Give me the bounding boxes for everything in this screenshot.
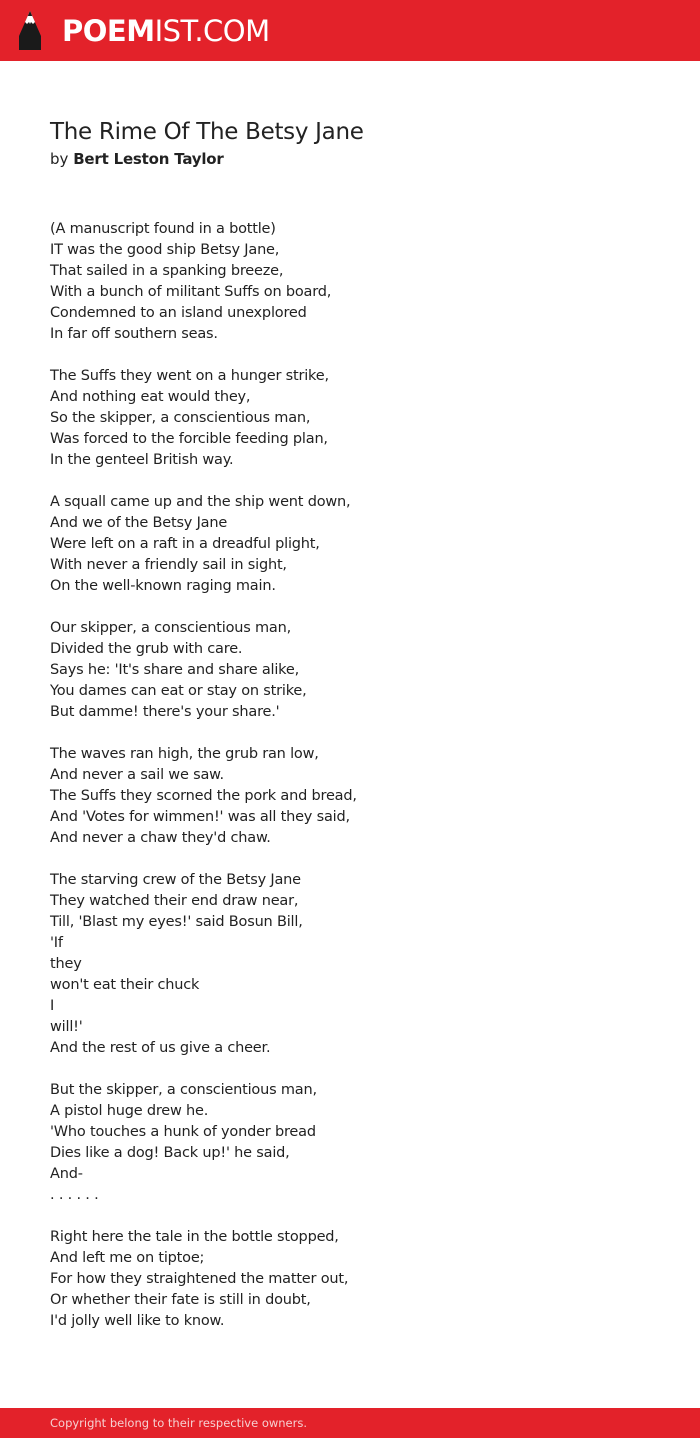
copyright-text: Copyright belong to their respective owners. (50, 1416, 308, 1430)
poem-line: A squall came up and the ship went down, (50, 494, 351, 510)
poem-line: And the rest of us give a cheer. (50, 1040, 271, 1056)
poem-line: Till, 'Blast my eyes!' said Bosun Bill, (50, 914, 303, 930)
poem-line: The Suffs they scorned the pork and bread, (50, 788, 357, 804)
poem-line: they (50, 956, 82, 972)
poem-line: And 'Votes for wimmen!' was all they said, (50, 809, 350, 825)
poem-line: But the skipper, a conscientious man, (50, 1082, 317, 1098)
poem-line: . . . . . . (50, 1187, 99, 1203)
site-logo-link[interactable] (62, 13, 270, 49)
poem-stanza (50, 219, 650, 345)
poem-line: Right here the tale in the bottle stopped, (50, 1229, 339, 1245)
poem-line: will!' (50, 1019, 83, 1035)
poem-stanza (50, 492, 650, 597)
poem-stanza (50, 744, 650, 849)
poem-line: Divided the grub with care. (50, 641, 243, 657)
poem-line: I (50, 998, 55, 1014)
poem-title: The Rime Of The Betsy Jane (50, 119, 364, 145)
poem-line: With never a friendly sail in sight, (50, 557, 287, 573)
poem-line: Our skipper, a conscientious man, (50, 620, 292, 636)
poem-line: And never a chaw they'd chaw. (50, 830, 271, 846)
poem-line: The waves ran high, the grub ran low, (50, 746, 319, 762)
poem-stanza (50, 870, 650, 1059)
poem-line: Was forced to the forcible feeding plan, (50, 431, 328, 447)
brand-light: IST.COM (154, 14, 270, 48)
poem-line: You dames can eat or stay on strike, (50, 683, 307, 699)
poem-line: With a bunch of militant Suffs on board, (50, 284, 332, 300)
poem-byline (50, 148, 224, 170)
poem-line: The starving crew of the Betsy Jane (50, 872, 301, 888)
poem-line: But damme! there's your share.' (50, 704, 280, 720)
poem-line: And left me on tiptoe; (50, 1250, 205, 1266)
poem-line: Says he: 'It's share and share alike, (50, 662, 299, 678)
poem-line: I'd jolly well like to know. (50, 1313, 225, 1329)
site-footer (0, 1408, 700, 1438)
poem-body (50, 219, 650, 1353)
poem-line: won't eat their chuck (50, 977, 200, 993)
poem-line: IT was the good ship Betsy Jane, (50, 242, 280, 258)
poem-line: Dies like a dog! Back up!' he said, (50, 1145, 290, 1161)
poem-line: And never a sail we saw. (50, 767, 224, 783)
pencil-tip-icon[interactable] (18, 10, 42, 51)
poem-line: And- (50, 1166, 83, 1182)
poem-line: They watched their end draw near, (50, 893, 299, 909)
poem-line: In the genteel British way. (50, 452, 234, 468)
poem-line: (A manuscript found in a bottle) (50, 221, 276, 237)
poem-stanza (50, 366, 650, 471)
poem-line: Or whether their fate is still in doubt, (50, 1292, 311, 1308)
poem-line: Condemned to an island unexplored (50, 305, 307, 321)
poem-line: And nothing eat would they, (50, 389, 251, 405)
by-label: by (50, 150, 69, 168)
poem-line: And we of the Betsy Jane (50, 515, 228, 531)
poem-line: So the skipper, a conscientious man, (50, 410, 311, 426)
poem-line: In far off southern seas. (50, 326, 218, 342)
site-header (0, 0, 700, 61)
poem-line: The Suffs they went on a hunger strike, (50, 368, 329, 384)
brand-strong: POEM (62, 14, 155, 48)
poem-stanza (50, 1080, 650, 1206)
poem-line: On the well-known raging main. (50, 578, 276, 594)
poem-line: For how they straightened the matter out, (50, 1271, 349, 1287)
poem-stanza (50, 1227, 650, 1332)
poem-line: That sailed in a spanking breeze, (50, 263, 284, 279)
poem-line: 'If (50, 935, 63, 951)
poem-line: A pistol huge drew he. (50, 1103, 209, 1119)
poem-line: Were left on a raft in a dreadful plight, (50, 536, 320, 552)
author-name: Bert Leston Taylor (73, 150, 224, 168)
poem-line: 'Who touches a hunk of yonder bread (50, 1124, 316, 1140)
poem-stanza (50, 618, 650, 723)
